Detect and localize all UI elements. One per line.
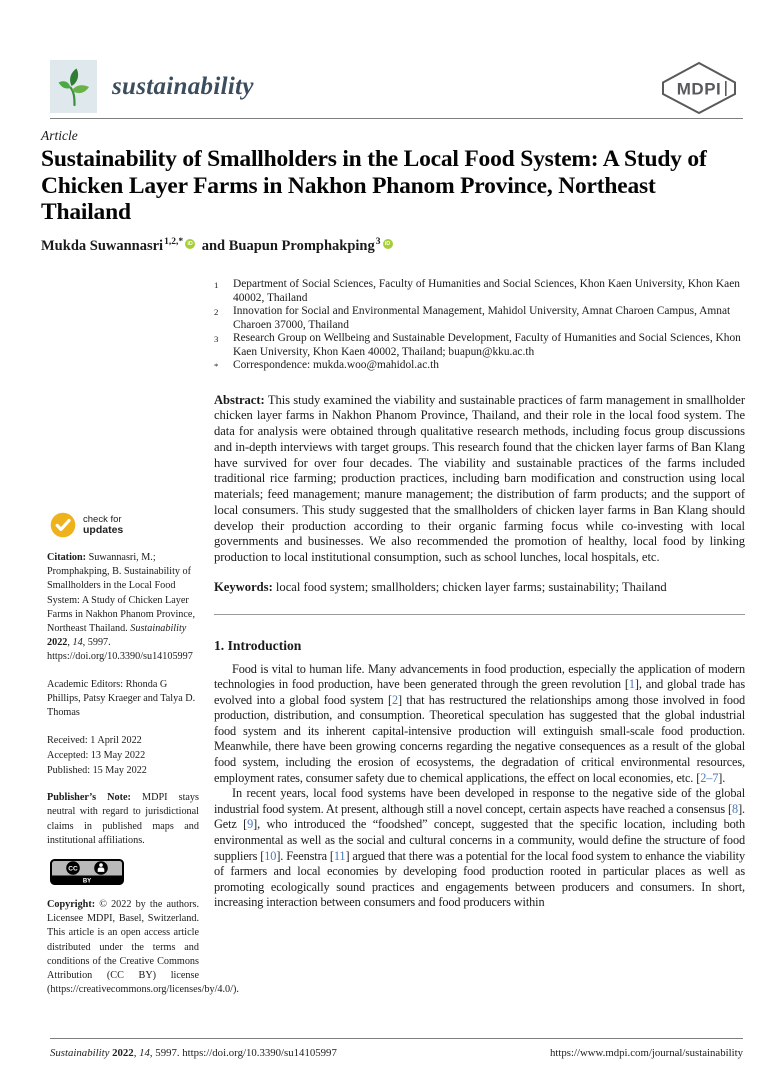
check-updates-line2: updates [83,524,124,536]
author-affiliation-sup: 1,2,* [164,236,184,247]
reference-link[interactable]: 1 [628,677,635,692]
check-for-updates-badge[interactable] [50,512,199,538]
citation: Citation: Suwannasri, M.; Promphakping, B. Sustainability of Smallholders in the Local Food System: A Study of Chicken Layer Farms in Nakhon Phanom Province, Northeast Thailand. Sustainability 2022, 14, 5997. https://doi.org/10.3390/su14105997 [47,552,195,663]
article-title: Sustainability of Smallholders in the Local Food System: A Study of Chicken Layer Farms in Nakhon Phanom Province, Northeast Thailand [41,146,707,225]
intro-paragraph-1: Food is vital to human life. Many advancements in food production, especially the application of modern technologies in food production, have been generated through the green revolution [1], and global trade has evolved into a global food system [2] that has restructured the relationships among those involved in food production, distribution, and consumption. Theoretical speculation has suggested that the global industrial food system and its inherent capital-intensive production will extinguish small-scale food production. Meanwhile, there have been growing concerns regarding the negative consequences as a result of the global food system, including the erosion of ecosystems, the degradation of critical environmental resources, employment rates, consumer safety due to chemical applications, the effect on local economies, etc. [2–7]. [214,661,745,785]
section-heading-introduction: 1. Introduction [214,637,302,653]
affiliation-marker: 1 [214,280,219,290]
article-type-label: Article [41,128,78,143]
author-name: Buapun Promphakping [228,237,375,254]
reference-link[interactable]: 2 [392,692,399,707]
journal-logo [50,60,254,113]
publisher-note: Publisher’s Note: MDPI stays neutral with regard to jurisdictional claims in published maps and institutional affiliations. [47,792,199,846]
affiliation-marker: * [214,361,219,371]
reference-link[interactable]: 11 [333,848,346,863]
check-for-updates-label [83,515,123,536]
affiliation-text: Innovation for Social and Environmental Management, Mahidol University, Amnat Charoen Campus, Amnat Charoen 37000, Thailand [233,305,731,331]
copyright-notice: Copyright: © 2022 by the authors. Licensee MDPI, Basel, Switzerland. This article is an open access article distributed under the terms and conditions of the Creative Commons Attribution (CC BY) license (https://creativecommons.org/licenses/by/4.0/). [47,899,239,996]
journal-name: sustainability [112,72,254,100]
by-label: BY [82,878,92,885]
abstract: Abstract: This study examined the viability and sustainable practices of farm management in smallholder chicken layer farms in Nakhon Phanom Province, Thailand, and their role in the local food system. The data for analysis were obtained through qualitative research methods, including focus group discussions and in-depth interviews with target groups. This research found that the chicken layer farms of Ban Klang have survived for over four decades. The viability and sustainable practices of the farms included traditional rice farming; production practices, including barn modification and construction using local materials; feed management; manure management; the distribution of farm products; and the support of local consumers. This study suggested that the smallholders of chicken layer farms in Ban Klang should develop their production according to their organic farming focus while co-investing with local governments and businesses. We also recommended the promotion of healthy, local food by linking production to local institutional consumption, such as school lunches, local hospitals, etc. [214,392,745,564]
footer-divider [50,1038,743,1039]
sidebar [47,512,239,997]
page-header [50,60,743,116]
affiliation-item [214,332,745,359]
affiliation-item [214,359,745,374]
check-updates-line1: check for [83,513,122,525]
orcid-icon[interactable]: iD [185,239,195,249]
seedling-icon [57,67,91,107]
received-date: Received: 1 April 2022 [47,735,142,747]
main-column [214,278,745,911]
footer-journal-url[interactable]: https://www.mdpi.com/journal/sustainability [549,1047,743,1059]
author-joiner: and [201,237,226,254]
affiliation-text: Department of Social Sciences, Faculty of Humanities and Social Sciences, Khon Kaen University, Khon Kaen 40002, Thailand [233,278,740,304]
correspondence-text: Correspondence: mukda.woo@mahidol.ac.th [233,359,439,371]
history-dates [47,733,199,778]
mdpi-logo [655,60,743,116]
affiliation-item [214,278,745,305]
title-block [41,128,731,254]
check-icon [50,512,76,538]
published-date: Published: 15 May 2022 [47,765,147,777]
mdpi-label: MDPI [676,79,722,99]
page-footer [50,1047,743,1059]
affiliation-marker: 3 [214,334,219,344]
header-divider [50,118,743,119]
affiliation-text: Research Group on Wellbeing and Sustainable Development, Faculty of Humanities and Social Sciences, Khon Kaen University, Khon Kaen 40002, Thailand; buapun@kku.ac.th [233,332,741,358]
reference-link[interactable]: 9 [247,817,254,832]
accepted-date: Accepted: 13 May 2022 [47,750,146,762]
reference-link[interactable]: 10 [264,848,277,863]
footer-citation: Sustainability 2022, 14, 5997. https://doi.org/10.3390/su14105997 [50,1047,337,1059]
cc-icon-label: CC [68,865,78,873]
keywords: Keywords: local food system; smallholders; chicken layer farms; sustainability; Thailand [214,579,667,594]
affiliation-item [214,305,745,332]
affiliation-marker: 2 [214,307,219,317]
journal-logo-panel [50,60,97,113]
cc-by-badge[interactable] [50,859,124,885]
academic-editors: Academic Editors: Rhonda G Phillips, Patsy Kraeger and Talya D. Thomas [47,678,196,719]
author-line [41,237,731,255]
author-name: Mukda Suwannasri [41,237,164,254]
author-affiliation-sup: 3 [375,236,381,247]
reference-link[interactable]: 2–7 [700,770,719,785]
affiliations [214,278,745,374]
orcid-icon[interactable]: iD [383,239,393,249]
keywords-divider [214,614,745,615]
intro-paragraph-2: In recent years, local food systems have been developed in response to the negative side of the global industrial food system. At present, although still a novel concept, certain aspects have reached a consensus [8]. Getz [9], who introduced the “foodshed” concept, suggested that the specific location, including both environmental as well as the social and cultural concerns in a community, would define the structure of food suppliers [10]. Feenstra [11] argued that there was a potential for the local food system to enhance the viability of farmers and local economies by developing food production rooted in particular places as well as promoting ecologically sound practices and engagements between producers and consumers. In short, increasing interaction between consumers and food producers within [214,786,746,910]
reference-link[interactable]: 8 [732,801,739,816]
